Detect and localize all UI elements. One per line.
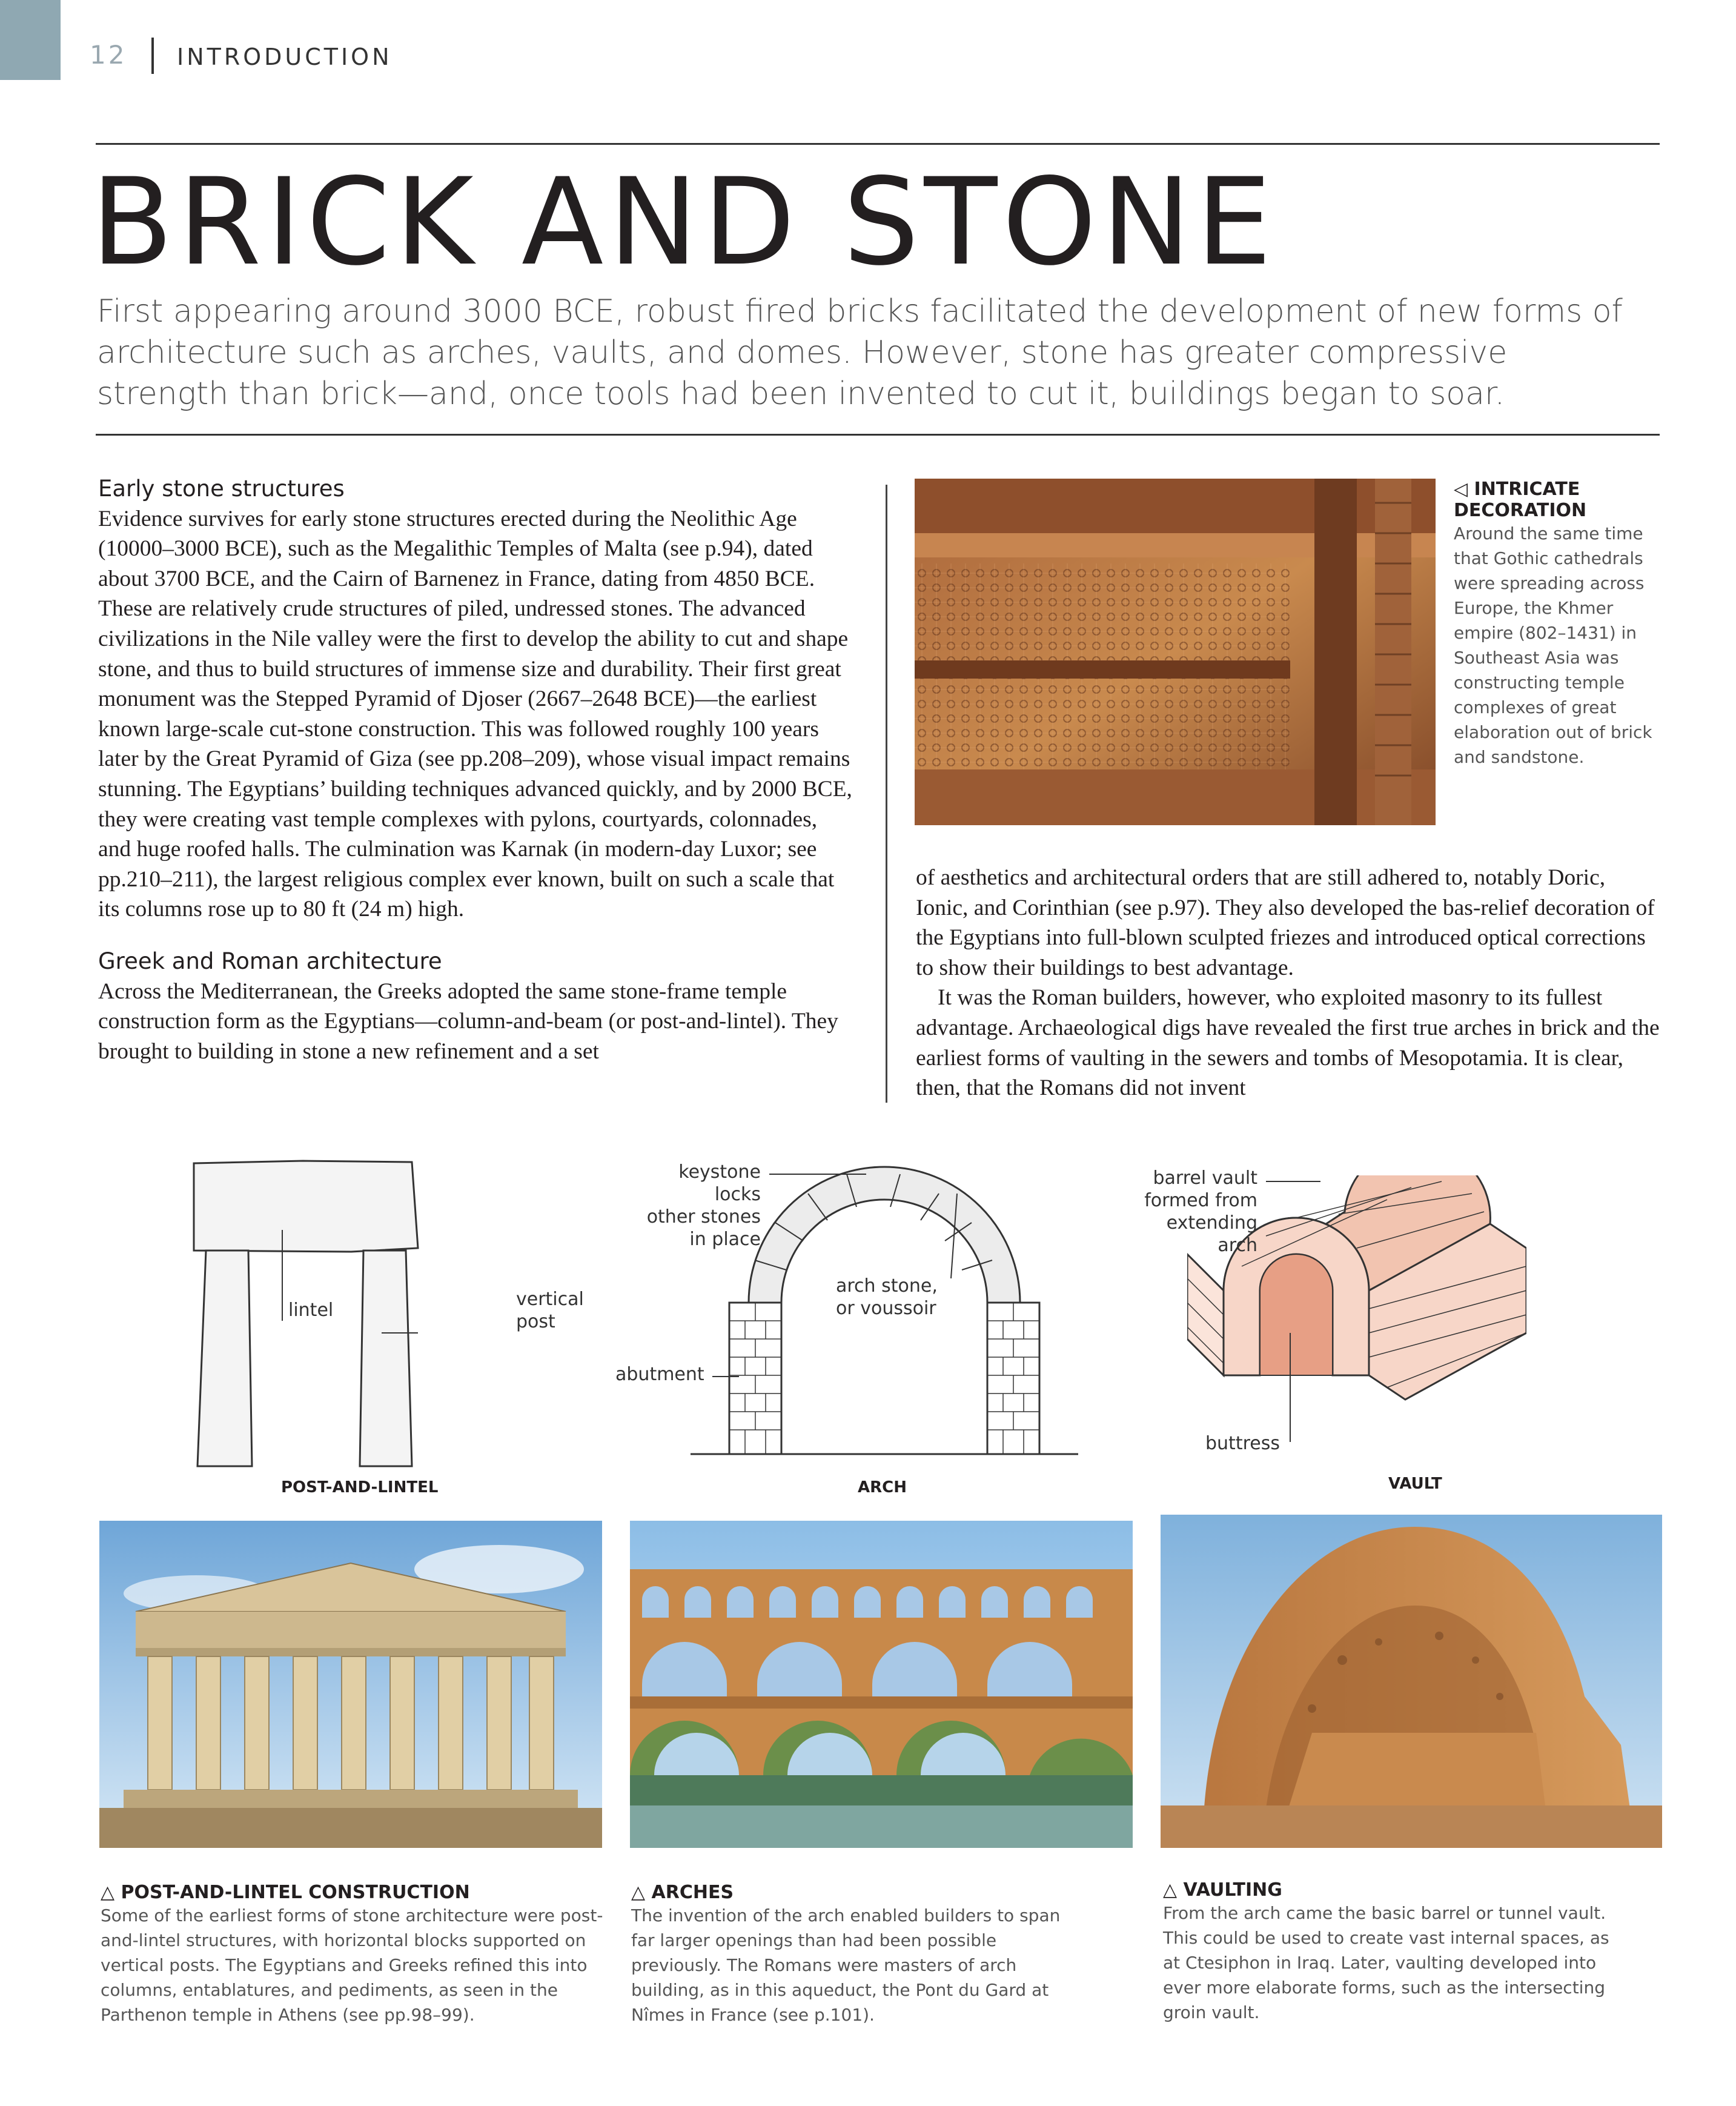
vaulting-caption-text: From the arch came the basic barrel or tunnel vault. This could be used to create vast internal spaces, as at Ctesiphon in Iraq. Later, vaulting developed into ever more elaborate forms, such as the intersecting groin vault. (1163, 1903, 1609, 2022)
heading-early-stone: Early stone structures (98, 476, 345, 502)
pont-du-gard-photo (630, 1521, 1133, 1848)
left-triangle-icon: ◁ (1454, 479, 1468, 500)
heading-greek-roman: Greek and Roman architecture (98, 948, 442, 974)
page-number: 12 (90, 40, 127, 70)
barrel-vault-label: barrel vault formed from extending arch (1144, 1168, 1257, 1256)
vault-title: VAULT (1388, 1475, 1442, 1493)
paragraph-greek-cont: of aesthetics and architectural orders that are still adhered to, notably Doric, Ionic, and Corinthian (see p.97). They also developed the bas-relief decoration of the Egyptians into full-blown sculpted friezes and introduced optical corrections to show their buildings to best advantage. (916, 865, 1655, 980)
arches-caption-text: The invention of the arch enabled builders to span far larger openings than had been possible previously. The Romans were masters of arch building, as in this aqueduct, the Pont du Gard at Nîmes in France (see p.101). (631, 1905, 1061, 2025)
running-head: INTRODUCTION (177, 44, 393, 70)
top-rule (96, 143, 1660, 145)
decoration-caption-title-2: DECORATION (1454, 500, 1587, 521)
post-lintel-caption-text: Some of the earliest forms of stone architecture were post-and-lintel structures, with horizontal blocks supported on vertical posts. The Egyptians and Greeks refined this into columns, entablatures, and pediments, as seen in the Parthenon temple in Athens (see pp.98–99). (101, 1905, 603, 2025)
khmer-temple-carving-photo (915, 479, 1436, 825)
arches-caption (631, 1882, 1079, 2027)
arches-caption-title: ARCHES (651, 1882, 734, 1903)
right-column (916, 863, 1661, 1103)
vertical-post-label: vertical post (516, 1289, 584, 1332)
paragraph-early-stone: Evidence survives for early stone structures erected during the Neolithic Age (10000–3000 BCE), such as the Megalithic Temples of Malta (see p.94), dated about 3700 BCE, and the Cairn of Barnenez in France, dating from 4850 BCE. These are relatively crude structures of piled, undressed stones. The advanced civilizations in the Nile valley were the first to develop the ability to cut and shape stone, and thus to build structures of immense size and durability. Their first great monument was the Stepped Pyramid of Djoser (2667–2648 BCE)—the earliest known large-scale cut-stone construction. This was followed roughly 100 years later by the Great Pyramid of Giza (see pp.208–209), whose visual impact remains stunning. The Egyptians’ building techniques advanced quickly, and by 2000 BCE, they were creating vast temple complexes with pylons, courtyards, colonnades, and huge roofed halls. The culmination was Karnak (in modern-day Luxor; see pp.210–211), the largest religious complex ever known, built on such a scale that its columns rose up to 80 ft (24 m) high. (98, 506, 852, 922)
vaulting-caption (1163, 1879, 1611, 2025)
intro-rule (96, 434, 1660, 436)
decoration-caption-text: Around the same time that Gothic cathedrals were spreading across Europe, the Khmer empire (802–1431) in Southeast Asia was constructing temple complexes of great elaboration out of brick and sandstone. (1454, 523, 1652, 767)
post-and-lintel-title: POST-AND-LINTEL (281, 1478, 439, 1496)
decoration-caption-title-1: INTRICATE (1474, 479, 1580, 500)
paragraph-roman: It was the Roman builders, however, who exploited masonry to its fullest advantage. Archaeological digs have revealed the first true arches in brick and the earliest forms of vaulting in the sewers and tombs of Mesopotamia. It is clear, then, that the Romans did not invent (916, 985, 1660, 1101)
corner-tab (0, 0, 61, 80)
post-lintel-caption (101, 1882, 609, 2027)
abutment-label: abutment (615, 1364, 704, 1385)
up-triangle-icon: △ (101, 1882, 115, 1903)
up-triangle-icon: △ (1163, 1879, 1178, 1901)
left-column (98, 474, 855, 1066)
ctesiphon-arch-photo (1161, 1515, 1662, 1848)
intro-paragraph: First appearing around 3000 BCE, robust fired bricks facilitated the development of new forms of architecture such as arches, vaults, and domes. However, stone has greater compressive strength than brick—and, once tools had been invented to cut it, buildings began to soar. (97, 293, 1623, 412)
up-triangle-icon: △ (631, 1882, 646, 1903)
header-separator (151, 38, 154, 74)
arch-title: ARCH (858, 1478, 907, 1496)
voussoir-label: arch stone, or voussoir (836, 1275, 938, 1319)
page-title: BRICK AND STONE (91, 152, 1277, 292)
keystone-label: keystone locks other stones in place (646, 1161, 761, 1250)
buttress-label: buttress (1205, 1433, 1280, 1454)
paragraph-greek-roman: Across the Mediterranean, the Greeks adopted the same stone-frame temple construction form as the Egyptians—column-and-beam (or post-and-lintel). They brought to building in stone a new refinement and a set (98, 978, 838, 1064)
parthenon-photo (99, 1521, 602, 1848)
decoration-caption (1454, 479, 1654, 769)
column-divider (886, 485, 887, 1103)
lintel-label: lintel (288, 1300, 334, 1321)
vaulting-caption-title: VAULTING (1183, 1879, 1282, 1901)
post-lintel-caption-title: POST-AND-LINTEL CONSTRUCTION (121, 1882, 470, 1903)
